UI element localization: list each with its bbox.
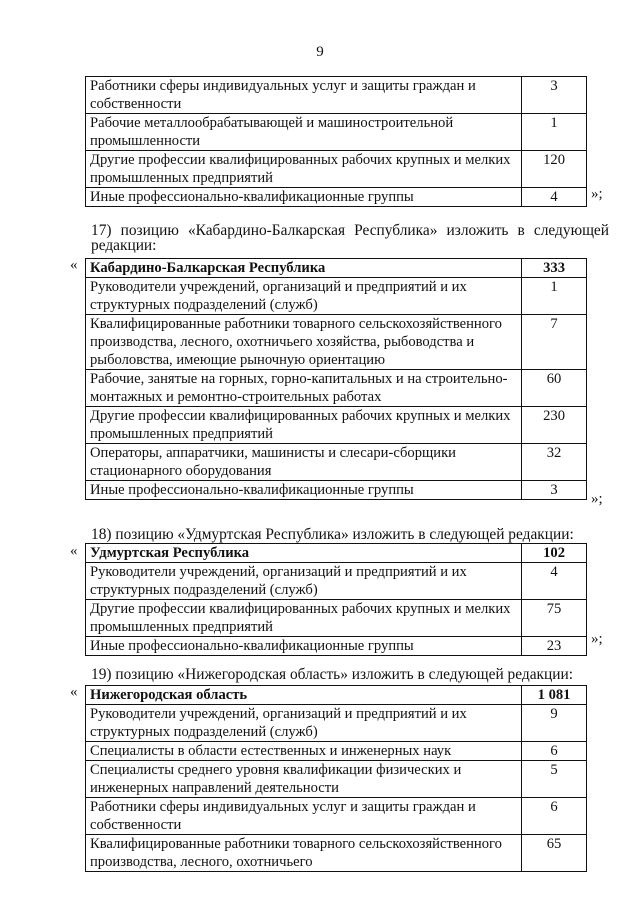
table-row [86,77,587,114]
row-name: Квалифицированные работники товарного сельскохозяйственного производства, лесного, охотничьего [86,835,522,872]
row-value: 120 [522,151,587,188]
row-name: Рабочие, занятые на горных, горно-капитальных и на строительно-монтажных и ремонтно-строительных работах [86,370,522,407]
table-header-row [86,686,587,705]
row-name: Операторы, аппаратчики, машинисты и слесари-сборщики стационарного оборудования [86,444,522,481]
table-row [86,835,587,872]
table-row [86,637,587,656]
row-value: 60 [522,370,587,407]
table-row [86,705,587,742]
page-number: 9 [316,44,324,60]
item19-paragraph: 19) позицию «Нижегородская область» изложить в следующей редакции: [91,666,574,683]
table-udmurtia [85,543,587,656]
row-name: Руководители учреждений, организаций и предприятий и их структурных подразделений (служб) [86,705,522,742]
row-name: Специалисты среднего уровня квалификации физических и инженерных направлений деятельности [86,761,522,798]
row-value: 3 [522,481,587,500]
table-row [86,444,587,481]
row-value: 32 [522,444,587,481]
row-name: Специалисты в области естественных и инженерных наук [86,742,522,761]
region-name: Нижегородская область [86,686,522,705]
row-value: 9 [522,705,587,742]
row-name: Работники сферы индивидуальных услуг и защиты граждан и собственности [86,798,522,835]
row-value: 23 [522,637,587,656]
table-row [86,114,587,151]
table-header-row [86,544,587,563]
closing-quote: »; [591,631,603,647]
table-continued [85,76,587,207]
row-value: 4 [522,563,587,600]
table-row [86,600,587,637]
item17-paragraph-line1: 17) позицию «Кабардино-Балкарская Республика» изложить в следующей [91,222,609,239]
row-name: Работники сферы индивидуальных услуг и защиты граждан и собственности [86,77,522,114]
opening-quote: « [70,543,78,559]
table-row [86,481,587,500]
row-name: Квалифицированные работники товарного сельскохозяйственного производства, лесного, охотничьего хозяйства, рыбоводства и рыболовства, имеющие рыночную ориентацию [86,315,522,370]
table-row [86,407,587,444]
row-value: 75 [522,600,587,637]
row-value: 65 [522,835,587,872]
region-name: Кабардино-Балкарская Республика [86,259,522,278]
row-value: 1 [522,278,587,315]
table-row [86,742,587,761]
table-row [86,315,587,370]
row-value: 6 [522,742,587,761]
table-row [86,563,587,600]
row-name: Иные профессионально-квалификационные группы [86,637,522,656]
row-value: 6 [522,798,587,835]
row-value: 5 [522,761,587,798]
closing-quote: »; [591,186,603,202]
row-name: Другие профессии квалифицированных рабочих крупных и мелких промышленных предприятий [86,151,522,188]
region-name: Удмуртская Республика [86,544,522,563]
region-total: 1 081 [522,686,587,705]
row-value: 7 [522,315,587,370]
row-name: Рабочие металлообрабатывающей и машиностроительной промышленности [86,114,522,151]
region-total: 102 [522,544,587,563]
row-name: Другие профессии квалифицированных рабочих крупных и мелких промышленных предприятий [86,407,522,444]
table-row [86,151,587,188]
table-kabardino-balkaria [85,258,587,500]
row-name: Руководители учреждений, организаций и предприятий и их структурных подразделений (служб) [86,563,522,600]
table-row [86,761,587,798]
table-row [86,188,587,207]
row-value: 3 [522,77,587,114]
row-name: Другие профессии квалифицированных рабочих крупных и мелких промышленных предприятий [86,600,522,637]
item18-paragraph: 18) позицию «Удмуртская Республика» изложить в следующей редакции: [91,526,574,543]
opening-quote: « [70,257,78,273]
row-name: Иные профессионально-квалификационные группы [86,188,522,207]
opening-quote: « [70,684,78,700]
item17-paragraph-line2: редакции: [91,237,157,254]
row-name: Руководители учреждений, организаций и предприятий и их структурных подразделений (служб) [86,278,522,315]
region-total: 333 [522,259,587,278]
table-nizhny-novgorod [85,685,587,872]
closing-quote: »; [591,491,603,507]
table-row [86,278,587,315]
row-value: 4 [522,188,587,207]
table-row [86,370,587,407]
row-name: Иные профессионально-квалификационные группы [86,481,522,500]
table-row [86,798,587,835]
table-header-row [86,259,587,278]
row-value: 1 [522,114,587,151]
row-value: 230 [522,407,587,444]
